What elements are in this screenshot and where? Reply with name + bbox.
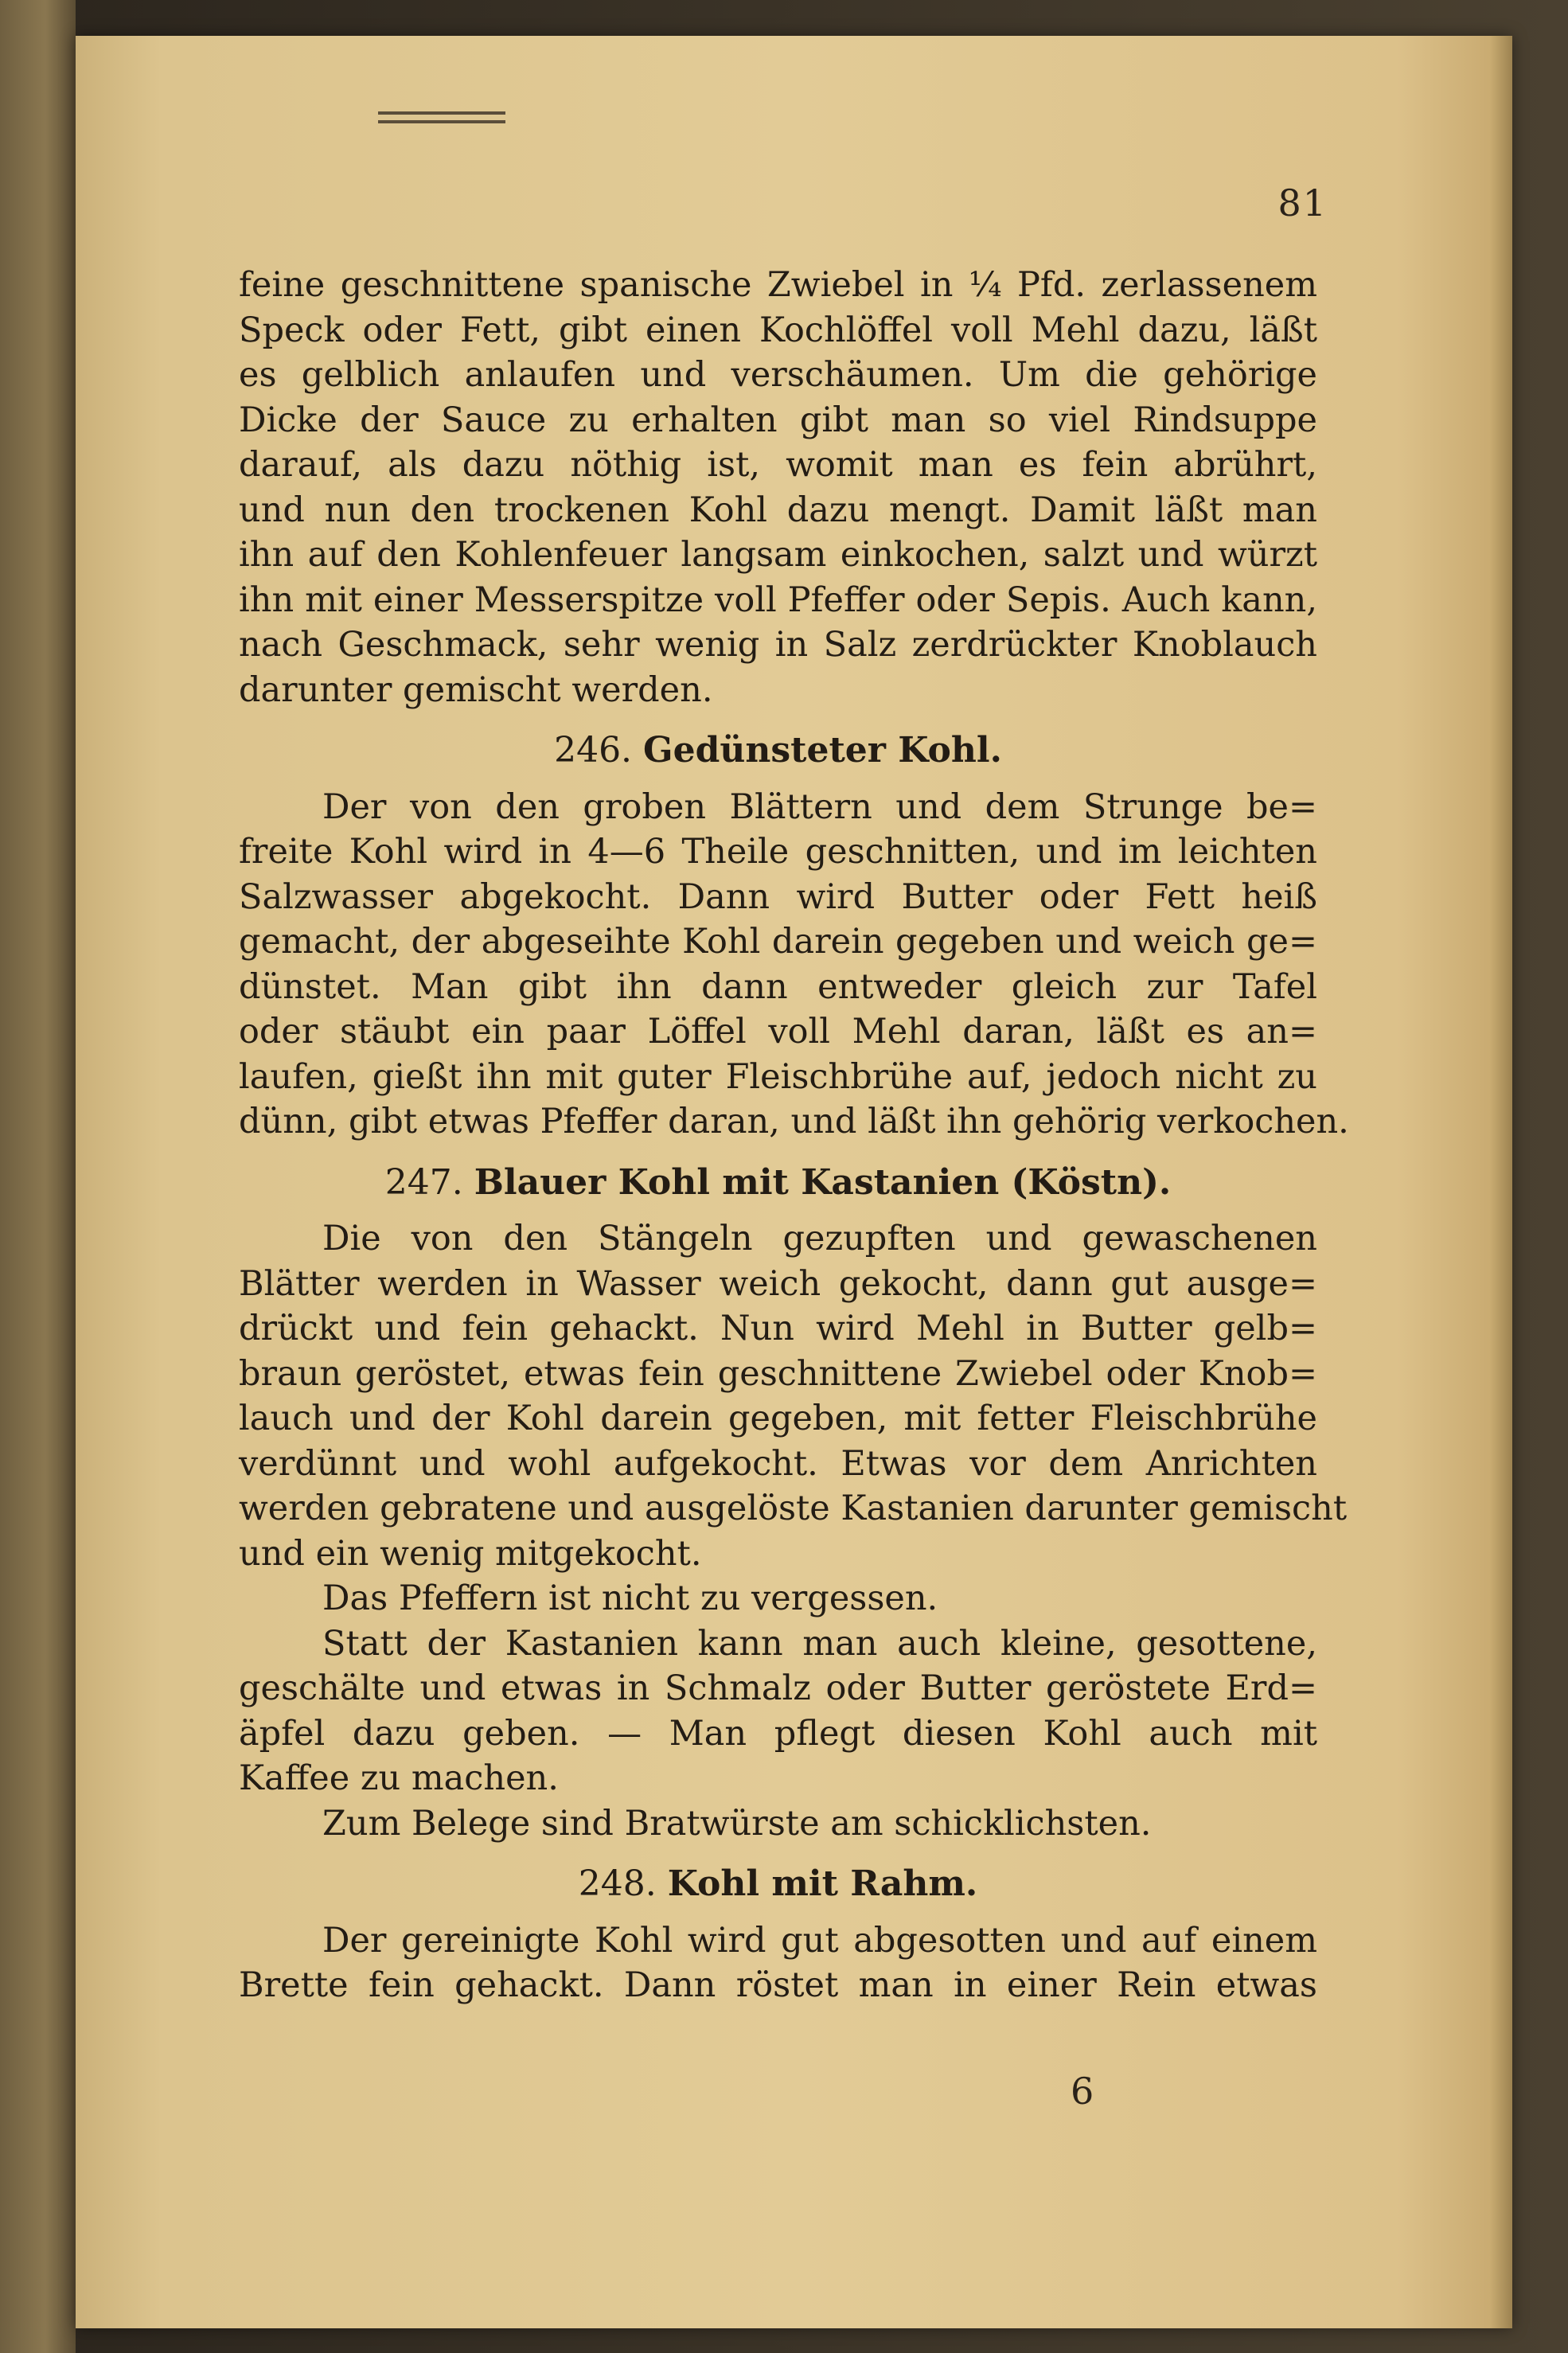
text-line: Der gereinigte Kohl wird gut abgesotten und auf einem	[322, 1920, 1317, 1961]
recipe-heading-246	[239, 728, 1317, 774]
text-line: lauch und der Kohl darein gegeben, mit fetter Fleischbrühe	[239, 1399, 1317, 1438]
text-line: Speck oder Fett, gibt einen Kochlöffel voll Mehl dazu, läßt	[239, 310, 1317, 350]
signature-mark: 6	[1071, 2070, 1094, 2113]
text-line: geschälte und etwas in Schmalz oder Butter geröstete Erd=	[239, 1668, 1317, 1708]
text-line: darunter gemischt werden.	[239, 669, 713, 710]
text-line: ihn mit einer Messerspitze voll Pfeffer oder Sepis. Auch kann,	[239, 579, 1317, 620]
text-line: und ein wenig mitgekocht.	[239, 1533, 702, 1574]
text-line: Der von den groben Blättern und dem Strunge be=	[322, 786, 1317, 827]
recipe-heading-247	[239, 1161, 1317, 1206]
text-line: Kaffee zu machen.	[239, 1758, 559, 1798]
text-line: laufen, gießt ihn mit guter Fleischbrühe auf, jedoch nicht zu	[239, 1056, 1317, 1097]
text-line: dünn, gibt etwas Pfeffer daran, und läßt ihn gehörig verkochen.	[239, 1102, 1349, 1141]
text-line: Salzwasser abgekocht. Dann wird Butter oder Fett heiß	[239, 876, 1317, 917]
text-line: Das Pfeffern ist nicht zu vergessen.	[322, 1578, 938, 1618]
text-line: dünstet. Man gibt ihn dann entweder gleich zur Tafel	[239, 966, 1317, 1007]
recipe-title: Blauer Kohl mit Kastanien (Köstn).	[474, 1161, 1172, 1203]
text-line: Dicke der Sauce zu erhalten gibt man so viel Rindsuppe	[239, 400, 1317, 440]
page-fore-edge	[1490, 36, 1512, 2328]
page-text	[239, 263, 1349, 2008]
text-line: werden gebratene und ausgelöste Kastanien darunter gemischt	[239, 1489, 1348, 1528]
text-line: drückt und fein gehackt. Nun wird Mehl in Butter gelb=	[239, 1309, 1317, 1348]
text-line: ihn auf den Kohlenfeuer langsam einkochen, salzt und würzt	[239, 535, 1317, 575]
text-line: gemacht, der abgeseihte Kohl darein gegeben und weich ge=	[239, 922, 1317, 962]
text-line: und nun den trockenen Kohl dazu mengt. Damit läßt man	[239, 490, 1317, 530]
text-line: feine geschnittene spanische Zwiebel in ¼ Pfd. zerlassenem	[239, 265, 1317, 305]
recipe-body-248	[239, 1918, 1317, 2008]
text-line: oder stäubt ein paar Löffel voll Mehl daran, läßt es an=	[239, 1012, 1317, 1052]
facing-page-edge	[0, 0, 76, 2353]
recipe-body-246	[239, 785, 1349, 1145]
text-line: Blätter werden in Wasser weich gekocht, dann gut ausge=	[239, 1263, 1317, 1304]
text-line: braun geröstet, etwas fein geschnittene Zwiebel oder Knob=	[239, 1353, 1317, 1394]
recipe-body-247	[239, 1216, 1348, 1846]
text-line: Brette fein gehackt. Dann röstet man in einer Rein etwas	[239, 1965, 1317, 2005]
text-line: es gelblich anlaufen und verschäumen. Um die gehörige	[239, 355, 1317, 395]
intro-paragraph	[239, 263, 1317, 712]
text-line: Statt der Kastanien kann man auch kleine, gesottene,	[322, 1623, 1317, 1664]
binding-marks	[378, 111, 505, 134]
recipe-heading-248	[239, 1862, 1317, 1907]
text-line: Die von den Stängeln gezupften und gewaschenen	[322, 1219, 1317, 1258]
recipe-title: Kohl mit Rahm.	[667, 1863, 978, 1904]
text-line: Zum Belege sind Bratwürste am schicklichsten.	[322, 1803, 1152, 1844]
recipe-number: 246.	[554, 730, 633, 771]
recipe-title: Gedünsteter Kohl.	[643, 730, 1002, 771]
recipe-number: 248.	[578, 1863, 657, 1904]
text-line: nach Geschmack, sehr wenig in Salz zerdrückter Knoblauch	[239, 625, 1317, 665]
text-line: äpfel dazu geben. — Man pflegt diesen Kohl auch mit	[239, 1713, 1317, 1754]
text-line: freite Kohl wird in 4—6 Theile geschnitten, und im leichten	[239, 832, 1317, 872]
text-line: verdünnt und wohl aufgekocht. Etwas vor dem Anrichten	[239, 1443, 1317, 1484]
recipe-number: 247.	[384, 1161, 463, 1203]
page-number: 81	[1277, 181, 1328, 224]
text-line: darauf, als dazu nöthig ist, womit man es fein abrührt,	[239, 445, 1317, 485]
